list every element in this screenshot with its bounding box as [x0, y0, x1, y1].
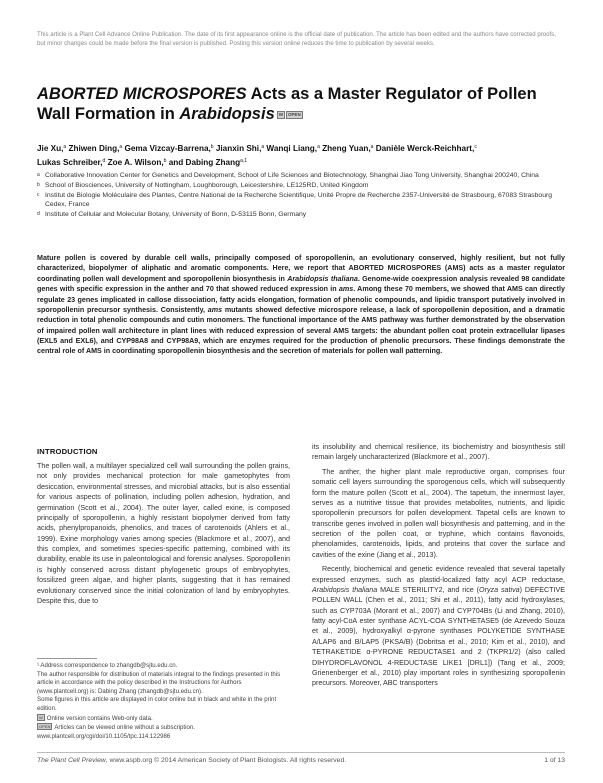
open-access-icon: OPEN [39, 724, 51, 730]
author[interactable]: Lukas Schreiber,$^d$ [37, 158, 106, 167]
title-badges [277, 111, 303, 119]
web-data-icon: W [39, 714, 43, 720]
page-footer [37, 757, 565, 764]
author[interactable]: Danièle Werck-Reichhart,$^c$ [373, 144, 477, 153]
footnote-correspondence: ¹ Address correspondence to zhangdb@sjtu.edu.cn. [37, 662, 178, 669]
affiliations [37, 171, 565, 220]
author-list [37, 141, 565, 169]
author[interactable]: and Dabing Zhang$^{a,1}$ [166, 158, 248, 167]
author[interactable]: Zhiwen Ding,$^a$ [66, 144, 123, 153]
body-paragraph: The anther, the higher plant male reproductive organ, comprises four somatic cell layers surrounding the sporogenous cells, which will subsequently form the mature pollen (Scott et al., 2004). The tapetum, the innermost layer, serves as a nutritive tissue that provides metabolites, nutrients, and lipidic sporopollenin precursors for pollen development. Tapetal cells are known to transcribe genes involved in pollen wall biosynthesis and patterning, and in the secretion of the pollen coat, or tryphine, which contains flavonoids, phenolamides, carotenoids, lipids, and proteins that cover the surface and cavities of the exine (Jiang et al., 2013). [312, 467, 565, 559]
affiliation: c Institut de Biologie Moléculaire des Plantes, Centre National de la Recherche Scientifique, Unité Propre de Recherche 2357-Université de Strasbourg, 67083 Strasbourg Cedex, France [37, 191, 553, 209]
footnote-web-data: W Online version contains Web-only data. [39, 714, 153, 722]
web-data-badge-icon[interactable]: W [278, 112, 283, 117]
affiliation: d Institute of Cellular and Molecular Botany, University of Bonn, D-53115 Bonn, Germany [37, 211, 307, 219]
body-paragraph: Recently, biochemical and genetic evidence revealed that several tapetally expressed enzymes, such as plastid-localized fatty acyl ACP reductase, Arabidopsis thaliana MALE STERILITY2, and rice (Oryza sativa) DEFECTIVE POLLEN WALL (Chen et al., 2011; Shi et al., 2011), fatty acid hydroxylases, such as CYP703A (Morant et al., 2007) and CYP704Bs (Li and Zhang, 2010), fatty acyl-CoA ester synthase ACYL-COA SYNTHETASE5 (de Azevedo Souza et al., 2009), hydroxyalkyl α-pyrone synthases POLYKETIDE SYNTHASE A/LAP6 and B/LAP5 (PKSA/B) (Dobritsa et al., 2010; Kim et al., 2010), and TETRAKETIDE α-PYRONE REDUCTASE1 and 2 (TKPR1/2) (also called DIHYDROFLAVONOL 4-REDUCTASE LIKE1 [DRL1]) (Tang et al., 2009; Grienenberger et al., 2010) play important roles in synthesizing sporopollenin precursors. Moreover, ABC transporters [312, 565, 566, 688]
footnote-open-access: OPEN Articles can be viewed online without a subscription. [39, 724, 195, 732]
title-middle: Acts as a Master Regulator of Pollen Wall Formation in [37, 85, 537, 123]
footnote-responsible-author: The author responsible for distribution of materials integral to the findings presented in this article in accordance with the policy described in the Instructions for Authors (www.plantcell.org) is: Dabing Zhang (zhangdb@sjtu.edu.cn). [37, 670, 281, 695]
body-paragraph: The pollen wall, a multilayer specialized cell wall surrounding the pollen grains, not only provides mechanical protection for male gametophytes from desiccation, environmental stresses, and microbial attacks, but is also essential for various aspects of pollination, including pollen adhesion, hydration, and germination (Scott et al., 2004). The outer layer, called exine, is composed principally of sporopollenin, a highly resistant biopolymer derived from fatty acids, phenylpropanoids, phenolics, and traces of carotenoids (Ahlers et al., 1999). Exine morphology varies among species (Blackmore et al., 2007), and this complex, and sometimes species-specific patterning, combined with its durability, enable its use in paleontological and forensic analyses. Sporopollenin is highly conserved across distant phylogenetic groups of embryophytes, fossilized green algae, and higher plants, suggesting that it has remained evolutionary conserved since the initial colonization of land by embryophytes. Despite this, due to [37, 462, 290, 605]
doi-link[interactable]: www.plantcell.org/cgi/doi/10.1105/tpc.114.122986 [37, 732, 171, 740]
author[interactable]: Gema Vizcay-Barrena,$^b$ [122, 144, 214, 153]
section-heading-introduction: INTRODUCTION [37, 447, 98, 456]
author[interactable]: Wanqi Liang,$^a$ [264, 144, 320, 153]
body-column-right [312, 442, 565, 689]
author[interactable]: Jianxin Shi,$^a$ [213, 144, 265, 153]
author[interactable]: Zoe A. Wilson,$^b$ [105, 158, 167, 167]
footer-journal: The Plant Cell Preview, www.aspb.org © 2014 American Society of Plant Biologists. All rights reserved. [37, 757, 347, 764]
advance-publication-notice: This article is a Plant Cell Advance Online Publication. The date of its first appearance online is the official date of publication. The article has been edited and the authors have corrected proofs, but minor changes could be made before the final version is published. Posting this version online reduces the time to publication by several weeks. [37, 31, 556, 48]
footnote-rule [37, 658, 97, 659]
open-access-badge-icon[interactable]: OPEN [288, 112, 301, 117]
title-italic-gene: ABORTED MICROSPORES [37, 85, 247, 103]
footer-rule [37, 752, 565, 753]
affiliation: b School of Biosciences, University of Nottingham, Loughborough, Leicestershire, LE125RD, United Kingdom [37, 181, 369, 189]
affiliation: a Collaborative Innovation Center for Genetics and Development, School of Life Sciences and Biotechnology, Shanghai Jiao Tong University, Shanghai 200240, China [37, 172, 539, 179]
author[interactable]: Jie Xu,$^a$ [37, 144, 67, 153]
abstract: Mature pollen is covered by durable cell walls, principally composed of sporopollenin, an evolutionary conserved, highly resilient, but not fully characterized, biopolymer of aliphatic and aromatic components. Here, we report that ABORTED MICROSPORES (AMS) acts as a master regulator coordinating pollen wall development and sporopollenin biosynthesis in Arabidopsis thaliana. Genome-wide coexpression analysis revealed 98 candidate genes with specific expression in the anther and 70 that showed reduced expression in ams. Among these 70 members, we showed that AMS can directly regulate 23 genes implicated in callose dissociation, fatty acids elongation, formation of phenolic compounds, and lipidic transport putatively involved in sporopollenin precursor synthesis. Consistently, ams mutants showed defective microspore release, a lack of sporopollenin deposition, and a dramatic reduction in total phenolic compounds and cutin monomers. The functional importance of the AMS pathway was further demonstrated by the observation of impaired pollen wall architecture in plant lines with reduced expression of several AMS targets: the abundant pollen coat protein extracellular lipases (EXL5 and EXL6), and CYP98A8 and CYP98A9, which are enzymes required for the production of phenolic precursors. These findings demonstrate the central role of AMS in coordinating sporopollenin biosynthesis and the secretion of materials for pollen wall patterning. [37, 254, 565, 356]
page-number: 1 of 13 [544, 757, 565, 764]
title-italic-species: Arabidopsis [179, 105, 275, 123]
author[interactable]: Zheng Yuan,$^a$ [319, 144, 374, 153]
footnotes [37, 658, 290, 741]
footnote-color-figures: Some figures in this article are displayed in color online but in black and white in the print edition. [37, 696, 277, 712]
body-paragraph: its insolubility and chemical resilience, its biochemistry and biosynthesis still remain largely uncharacterized (Blackmore et al., 2007). [312, 443, 565, 462]
article-title [37, 84, 565, 124]
body-column-left [37, 461, 290, 606]
